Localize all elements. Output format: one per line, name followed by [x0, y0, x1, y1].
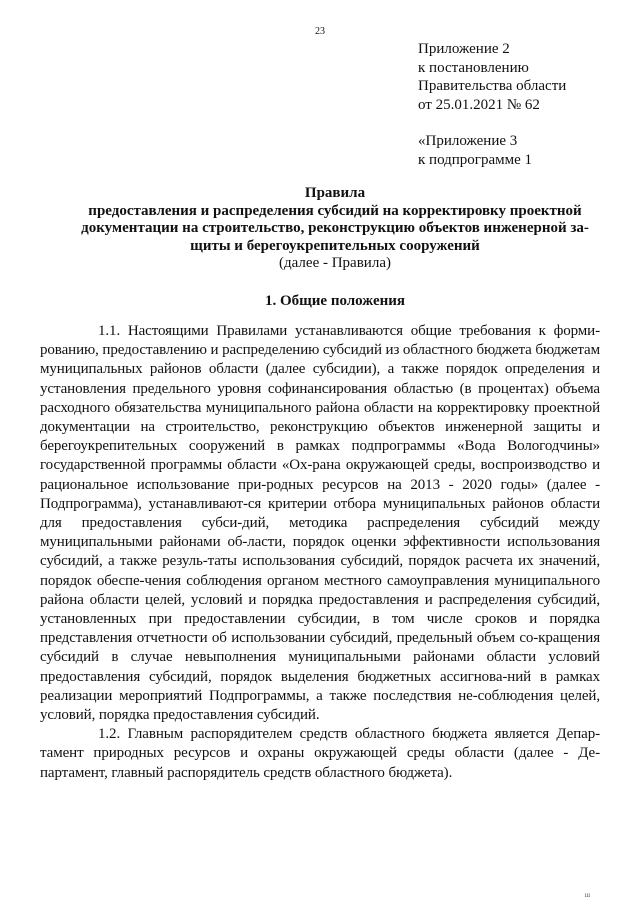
paragraph: 1.2. Главным распорядителем средств областного бюджета является Депар-тамент природных ресурсов и охраны окружающей среды области (далее - Де-партамент, главный распорядитель средств областного бюджета).: [40, 726, 600, 781]
section-heading: 1. Общие положения: [264, 293, 406, 309]
scan-mark: ш: [584, 891, 590, 899]
annex-line: Приложение 2: [418, 41, 510, 57]
annex-line: от 25.01.2021 № 62: [418, 96, 540, 113]
document-title: [40, 185, 630, 273]
annex-sub-line: к подпрограмме 1: [418, 151, 532, 168]
annex-line: Правительства области: [418, 78, 567, 94]
annex-reference: [418, 40, 566, 169]
annex-sub-line: «Приложение 3: [418, 133, 518, 149]
title-subtitle-line: документации на строительство, реконструкцию объектов инженерной за-: [81, 220, 589, 236]
title-heading: Правила: [304, 185, 366, 201]
page-number: 23: [315, 26, 325, 37]
section-body: [40, 322, 600, 783]
annex-line: к постановлению: [418, 59, 529, 76]
title-subtitle-line: предоставления и распределения субсидий на корректировку проектной: [88, 202, 582, 219]
title-abbrev: (далее - Правила): [279, 255, 391, 271]
title-subtitle-line: щиты и берегоукрепительных сооружений: [190, 237, 480, 254]
paragraph: 1.1. Настоящими Правилами устанавливаются общие требования к форми-рованию, предоставлению и распределению субсидий из областного бюджета бюджетам муниципальных районов области (далее субсидии), а также порядок определения и установления предельного уровня софинансирования областью (в процентах) объема расходного обязательства муниципального района области на корректировку проектной документации на строительство, реконструкцию объектов инженерной защиты и берегоукрепительных сооружений в рамках подпрограммы «Вода Вологодчины» государственной программы области «Ох-рана окружающей среды, воспроизводство и рациональное использование при-родных ресурсов на 2013 - 2020 годы» (далее - Подпрограмма), устанавливают-ся критерии отбора муниципальных районов области для предоставления субси-дий, методика распределения субсидий между муниципальными районами об-ласти, порядок оценки эффективности использования субсидий, а также резуль-таты использования субсидий, порядок расчета их значений, порядок обеспе-чения соблюдения органом местного самоуправления муниципального района области целей, условий и порядка предоставления и распределения субсидий, установленных при предоставлении субсидии, в том числе сроков и порядка представления отчетности об использовании субсидий, предельный объем со-кращения субсидий в случае невыполнения муниципальными районами области условий предоставления субсидий, порядок выделения бюджетных ассигнова-ний в рамках реализации мероприятий Подпрограммы, а также последствия не-соблюдения целей, условий, порядка предоставления субсидий.: [40, 323, 600, 724]
